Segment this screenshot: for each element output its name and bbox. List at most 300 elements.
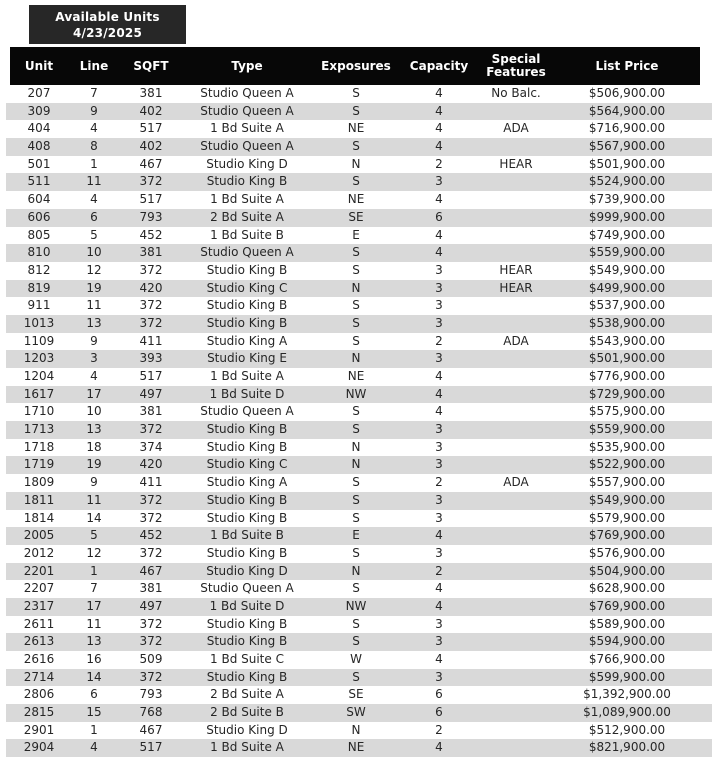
cell-special_features <box>478 297 554 315</box>
cell-sqft: 517 <box>139 121 163 136</box>
cell-capacity: 6 <box>435 209 443 224</box>
cell-type: Studio King B <box>206 439 288 454</box>
cell-list_price: $766,900.00 <box>588 652 666 666</box>
table-rows <box>6 85 712 757</box>
cell-sqft: 467 <box>139 156 163 171</box>
cell-list_price: $557,900.00 <box>588 475 666 490</box>
cell-list_price: $769,900.00 <box>588 598 666 613</box>
cell-exposures: SW <box>346 705 366 720</box>
cell-list_price: $501,900.00 <box>588 351 666 366</box>
table-row <box>6 85 712 103</box>
cell-sqft: 372 <box>139 492 163 507</box>
cell-special_features <box>478 403 554 421</box>
cell-list_price: $589,900.00 <box>588 616 666 631</box>
cell-special_features <box>478 227 554 245</box>
cell-line: 9 <box>90 103 98 118</box>
cell-special_features <box>478 439 554 457</box>
table-row <box>6 297 712 315</box>
table-row <box>6 350 712 368</box>
cell-capacity: 4 <box>435 139 443 154</box>
table-row <box>6 474 712 492</box>
cell-sqft: 793 <box>139 209 163 224</box>
cell-line: 14 <box>86 669 102 684</box>
cell-line: 19 <box>86 457 102 472</box>
title-tab <box>29 5 186 44</box>
cell-unit: 1203 <box>23 351 55 366</box>
cell-special_features <box>478 580 554 598</box>
cell-line: 11 <box>86 174 102 189</box>
cell-special_features <box>478 368 554 386</box>
table-row <box>6 403 712 421</box>
cell-line: 1 <box>90 563 98 578</box>
cell-capacity: 4 <box>435 227 443 242</box>
cell-list_price: $1,089,900.00 <box>583 705 671 720</box>
cell-type: Studio King B <box>206 669 288 684</box>
cell-special_features <box>478 510 554 528</box>
cell-unit: 1809 <box>23 475 55 490</box>
cell-unit: 207 <box>27 86 51 100</box>
cell-line: 12 <box>86 262 102 277</box>
cell-sqft: 411 <box>139 333 163 348</box>
cell-capacity: 3 <box>435 422 443 437</box>
cell-line: 19 <box>86 280 102 295</box>
cell-unit: 2806 <box>23 687 55 702</box>
cell-exposures: S <box>352 86 360 100</box>
cell-special_features <box>478 209 554 227</box>
cell-line: 16 <box>86 652 102 666</box>
cell-exposures: N <box>351 439 361 454</box>
cell-line: 9 <box>90 333 98 348</box>
cell-list_price: $501,900.00 <box>588 156 666 171</box>
cell-capacity: 3 <box>435 280 443 295</box>
table-row <box>6 722 712 740</box>
cell-type: 1 Bd Suite A <box>210 740 284 755</box>
cell-list_price: $769,900.00 <box>588 528 666 543</box>
table-row <box>6 244 712 262</box>
cell-capacity: 3 <box>435 439 443 454</box>
cell-capacity: 6 <box>435 687 443 702</box>
cell-type: Studio King D <box>206 156 288 171</box>
cell-exposures: S <box>352 139 360 154</box>
cell-special_features <box>478 421 554 439</box>
cell-sqft: 372 <box>139 174 163 189</box>
table-row <box>6 510 712 528</box>
cell-special_features <box>478 456 554 474</box>
cell-exposures: NE <box>347 369 365 383</box>
cell-line: 11 <box>86 616 102 631</box>
cell-list_price: $549,900.00 <box>588 262 666 277</box>
cell-special_features: HEAR <box>499 156 533 171</box>
cell-list_price: $524,900.00 <box>588 174 666 189</box>
cell-type: 1 Bd Suite A <box>210 121 284 136</box>
cell-type: 1 Bd Suite D <box>209 386 285 401</box>
cell-exposures: S <box>352 315 360 330</box>
cell-unit: 2005 <box>23 528 55 543</box>
table-row <box>6 704 712 722</box>
cell-type: Studio King C <box>206 280 288 295</box>
table-row <box>6 563 712 581</box>
cell-capacity: 3 <box>435 669 443 684</box>
cell-unit: 2611 <box>23 616 55 631</box>
cell-type: Studio Queen A <box>200 139 294 154</box>
cell-exposures: N <box>351 722 361 737</box>
table-row <box>6 368 712 386</box>
cell-list_price: $564,900.00 <box>588 103 666 118</box>
cell-list_price: $729,900.00 <box>588 386 666 401</box>
cell-list_price: $575,900.00 <box>588 404 666 419</box>
col-header-sqft: SQFT <box>133 58 169 73</box>
table-row <box>6 456 712 474</box>
cell-capacity: 2 <box>435 156 443 171</box>
cell-exposures: S <box>352 510 360 525</box>
cell-line: 9 <box>90 475 98 490</box>
cell-exposures: S <box>352 634 360 649</box>
cell-unit: 404 <box>27 121 51 136</box>
cell-special_features <box>478 527 554 545</box>
cell-sqft: 381 <box>139 404 163 419</box>
cell-special_features <box>478 704 554 722</box>
cell-unit: 2901 <box>23 722 55 737</box>
col-header-list-price: List Price <box>595 58 659 73</box>
cell-sqft: 517 <box>139 192 163 207</box>
cell-type: Studio King B <box>206 492 288 507</box>
cell-type: 2 Bd Suite A <box>210 687 284 702</box>
cell-unit: 309 <box>27 103 51 118</box>
cell-type: Studio King B <box>206 262 288 277</box>
table-row <box>6 138 712 156</box>
cell-unit: 1814 <box>23 510 55 525</box>
cell-capacity: 4 <box>435 404 443 419</box>
cell-exposures: S <box>352 333 360 348</box>
col-header-special-features: Special Features <box>486 52 546 79</box>
cell-exposures: S <box>352 475 360 490</box>
cell-capacity: 3 <box>435 457 443 472</box>
col-header-unit: Unit <box>24 58 54 73</box>
cell-exposures: NE <box>347 740 365 755</box>
cell-special_features <box>478 669 554 687</box>
cell-line: 18 <box>86 439 102 454</box>
cell-special_features <box>478 598 554 616</box>
cell-special_features <box>478 545 554 563</box>
cell-exposures: E <box>352 227 360 242</box>
cell-line: 13 <box>86 634 102 649</box>
cell-sqft: 452 <box>139 227 163 242</box>
cell-line: 10 <box>86 245 102 260</box>
cell-sqft: 372 <box>139 510 163 525</box>
cell-unit: 2714 <box>23 669 55 684</box>
table-row <box>6 120 712 138</box>
cell-special_features <box>478 138 554 156</box>
cell-sqft: 497 <box>139 598 163 613</box>
cell-capacity: 3 <box>435 315 443 330</box>
cell-special_features <box>478 739 554 757</box>
cell-list_price: $559,900.00 <box>588 422 666 437</box>
table-row <box>6 616 712 634</box>
cell-exposures: E <box>352 528 360 543</box>
cell-capacity: 2 <box>435 333 443 348</box>
cell-line: 15 <box>86 705 102 720</box>
table-row <box>6 651 712 669</box>
cell-capacity: 4 <box>435 103 443 118</box>
cell-list_price: $716,900.00 <box>588 121 666 136</box>
cell-unit: 1719 <box>23 457 55 472</box>
cell-unit: 511 <box>27 174 51 189</box>
cell-sqft: 381 <box>139 245 163 260</box>
cell-exposures: N <box>351 280 361 295</box>
cell-sqft: 420 <box>139 457 163 472</box>
cell-special_features <box>478 350 554 368</box>
cell-type: Studio Queen A <box>200 103 294 118</box>
cell-unit: 805 <box>27 227 51 242</box>
table-row <box>6 686 712 704</box>
cell-exposures: S <box>352 245 360 260</box>
cell-exposures: N <box>351 156 361 171</box>
cell-type: Studio King E <box>207 351 287 366</box>
table-row <box>6 227 712 245</box>
cell-sqft: 509 <box>139 652 163 666</box>
cell-sqft: 372 <box>139 616 163 631</box>
table-row <box>6 598 712 616</box>
cell-list_price: $749,900.00 <box>588 227 666 242</box>
cell-line: 7 <box>90 581 98 596</box>
cell-line: 11 <box>86 298 102 313</box>
cell-capacity: 2 <box>435 722 443 737</box>
col-header-line: Line <box>79 58 109 73</box>
table-row <box>6 492 712 510</box>
cell-type: 1 Bd Suite B <box>210 227 284 242</box>
cell-capacity: 4 <box>435 598 443 613</box>
table-row <box>6 315 712 333</box>
cell-sqft: 517 <box>139 740 163 755</box>
cell-special_features <box>478 103 554 121</box>
cell-line: 10 <box>86 404 102 419</box>
cell-capacity: 4 <box>435 581 443 596</box>
cell-unit: 2613 <box>23 634 55 649</box>
cell-list_price: $543,900.00 <box>588 333 666 348</box>
cell-type: 2 Bd Suite A <box>210 209 284 224</box>
cell-list_price: $499,900.00 <box>588 280 666 295</box>
cell-capacity: 2 <box>435 563 443 578</box>
cell-unit: 2616 <box>23 652 55 666</box>
table-row <box>6 633 712 651</box>
col-header-exposures: Exposures <box>321 58 391 73</box>
cell-type: Studio King B <box>206 510 288 525</box>
cell-list_price: $776,900.00 <box>588 369 666 383</box>
cell-special_features <box>478 315 554 333</box>
cell-sqft: 452 <box>139 528 163 543</box>
cell-type: 1 Bd Suite D <box>209 598 285 613</box>
cell-sqft: 374 <box>139 439 163 454</box>
cell-special_features <box>478 633 554 651</box>
cell-exposures: N <box>351 563 361 578</box>
cell-exposures: S <box>352 581 360 596</box>
cell-type: Studio King C <box>206 457 288 472</box>
cell-type: Studio King B <box>206 298 288 313</box>
cell-type: 2 Bd Suite B <box>210 705 284 720</box>
cell-special_features <box>478 173 554 191</box>
cell-line: 5 <box>90 227 98 242</box>
cell-exposures: NE <box>347 192 365 207</box>
cell-type: Studio King A <box>206 475 288 490</box>
cell-special_features <box>478 191 554 209</box>
table-row <box>6 280 712 298</box>
cell-type: Studio King B <box>206 634 288 649</box>
cell-type: 1 Bd Suite B <box>210 528 284 543</box>
cell-special_features <box>478 492 554 510</box>
cell-special_features: ADA <box>503 121 529 136</box>
cell-sqft: 393 <box>139 351 163 366</box>
cell-line: 4 <box>90 369 98 383</box>
cell-exposures: S <box>352 545 360 560</box>
cell-exposures: W <box>350 652 362 666</box>
table-header-row <box>10 47 700 85</box>
cell-type: Studio King B <box>206 616 288 631</box>
cell-list_price: $821,900.00 <box>588 740 666 755</box>
cell-list_price: $628,900.00 <box>588 581 666 596</box>
cell-sqft: 497 <box>139 386 163 401</box>
table-row <box>6 421 712 439</box>
cell-capacity: 4 <box>435 121 443 136</box>
cell-unit: 1811 <box>23 492 55 507</box>
table-row <box>6 739 712 757</box>
cell-list_price: $567,900.00 <box>588 139 666 154</box>
cell-sqft: 381 <box>139 86 163 100</box>
cell-unit: 911 <box>27 298 51 313</box>
cell-unit: 819 <box>27 280 51 295</box>
cell-exposures: S <box>352 298 360 313</box>
cell-list_price: $594,900.00 <box>588 634 666 649</box>
cell-exposures: NW <box>345 598 367 613</box>
cell-special_features: ADA <box>503 333 529 348</box>
cell-unit: 1617 <box>23 386 55 401</box>
cell-list_price: $522,900.00 <box>588 457 666 472</box>
table-row <box>6 439 712 457</box>
cell-type: Studio King B <box>206 422 288 437</box>
cell-special_features <box>478 686 554 704</box>
cell-type: Studio Queen A <box>200 245 294 260</box>
table-row <box>6 209 712 227</box>
cell-special_features <box>478 616 554 634</box>
cell-sqft: 402 <box>139 139 163 154</box>
sheet-date: 4/23/2025 <box>72 25 142 40</box>
cell-capacity: 3 <box>435 174 443 189</box>
cell-list_price: $537,900.00 <box>588 298 666 313</box>
cell-capacity: 3 <box>435 545 443 560</box>
cell-sqft: 411 <box>139 475 163 490</box>
cell-exposures: S <box>352 103 360 118</box>
cell-sqft: 372 <box>139 545 163 560</box>
cell-capacity: 3 <box>435 510 443 525</box>
cell-capacity: 4 <box>435 369 443 383</box>
col-header-type: Type <box>231 58 263 73</box>
cell-sqft: 467 <box>139 563 163 578</box>
table-row <box>6 386 712 404</box>
cell-type: Studio King B <box>206 315 288 330</box>
cell-capacity: 4 <box>435 740 443 755</box>
cell-exposures: S <box>352 404 360 419</box>
cell-special_features <box>478 244 554 262</box>
cell-type: Studio King A <box>206 333 288 348</box>
cell-capacity: 3 <box>435 634 443 649</box>
table-row <box>6 580 712 598</box>
cell-capacity: 4 <box>435 245 443 260</box>
cell-type: Studio King B <box>206 174 288 189</box>
cell-unit: 2012 <box>23 545 55 560</box>
cell-line: 11 <box>86 492 102 507</box>
cell-unit: 2815 <box>23 705 55 720</box>
cell-list_price: $538,900.00 <box>588 315 666 330</box>
cell-unit: 1713 <box>23 422 55 437</box>
cell-type: Studio Queen A <box>200 86 294 100</box>
cell-line: 3 <box>90 351 98 366</box>
cell-unit: 810 <box>27 245 51 260</box>
cell-list_price: $559,900.00 <box>588 245 666 260</box>
cell-exposures: SE <box>348 209 364 224</box>
cell-sqft: 372 <box>139 669 163 684</box>
cell-unit: 2207 <box>23 581 55 596</box>
cell-type: 1 Bd Suite A <box>210 369 284 383</box>
cell-line: 6 <box>90 209 98 224</box>
cell-capacity: 4 <box>435 192 443 207</box>
cell-list_price: $999,900.00 <box>588 209 666 224</box>
cell-sqft: 372 <box>139 422 163 437</box>
cell-unit: 1013 <box>23 315 55 330</box>
cell-type: 1 Bd Suite C <box>210 652 284 666</box>
table-row <box>6 262 712 280</box>
cell-sqft: 420 <box>139 280 163 295</box>
cell-list_price: $535,900.00 <box>588 439 666 454</box>
cell-type: Studio King D <box>206 722 288 737</box>
cell-capacity: 3 <box>435 298 443 313</box>
cell-unit: 1204 <box>23 369 55 383</box>
cell-sqft: 467 <box>139 722 163 737</box>
cell-capacity: 3 <box>435 262 443 277</box>
cell-exposures: S <box>352 669 360 684</box>
sheet-title: Available Units <box>55 9 160 24</box>
col-header-capacity: Capacity <box>409 58 469 73</box>
cell-sqft: 372 <box>139 262 163 277</box>
cell-list_price: $504,900.00 <box>588 563 666 578</box>
cell-list_price: $579,900.00 <box>588 510 666 525</box>
cell-exposures: S <box>352 262 360 277</box>
cell-exposures: N <box>351 457 361 472</box>
cell-exposures: NW <box>345 386 367 401</box>
table-row <box>6 173 712 191</box>
cell-sqft: 793 <box>139 687 163 702</box>
cell-list_price: $599,900.00 <box>588 669 666 684</box>
cell-unit: 2904 <box>23 740 55 755</box>
cell-capacity: 6 <box>435 705 443 720</box>
cell-sqft: 517 <box>139 369 163 383</box>
cell-unit: 812 <box>27 262 51 277</box>
table-row <box>6 333 712 351</box>
cell-special_features: ADA <box>503 475 529 490</box>
cell-unit: 501 <box>27 156 51 171</box>
table-row <box>6 545 712 563</box>
cell-unit: 1718 <box>23 439 55 454</box>
cell-exposures: S <box>352 422 360 437</box>
cell-line: 13 <box>86 422 102 437</box>
cell-line: 17 <box>86 598 102 613</box>
cell-capacity: 4 <box>435 86 443 100</box>
cell-list_price: $739,900.00 <box>588 192 666 207</box>
cell-type: 1 Bd Suite A <box>210 192 284 207</box>
cell-line: 1 <box>90 722 98 737</box>
cell-sqft: 372 <box>139 634 163 649</box>
cell-capacity: 4 <box>435 652 443 666</box>
cell-unit: 1109 <box>23 333 55 348</box>
table-row <box>6 527 712 545</box>
